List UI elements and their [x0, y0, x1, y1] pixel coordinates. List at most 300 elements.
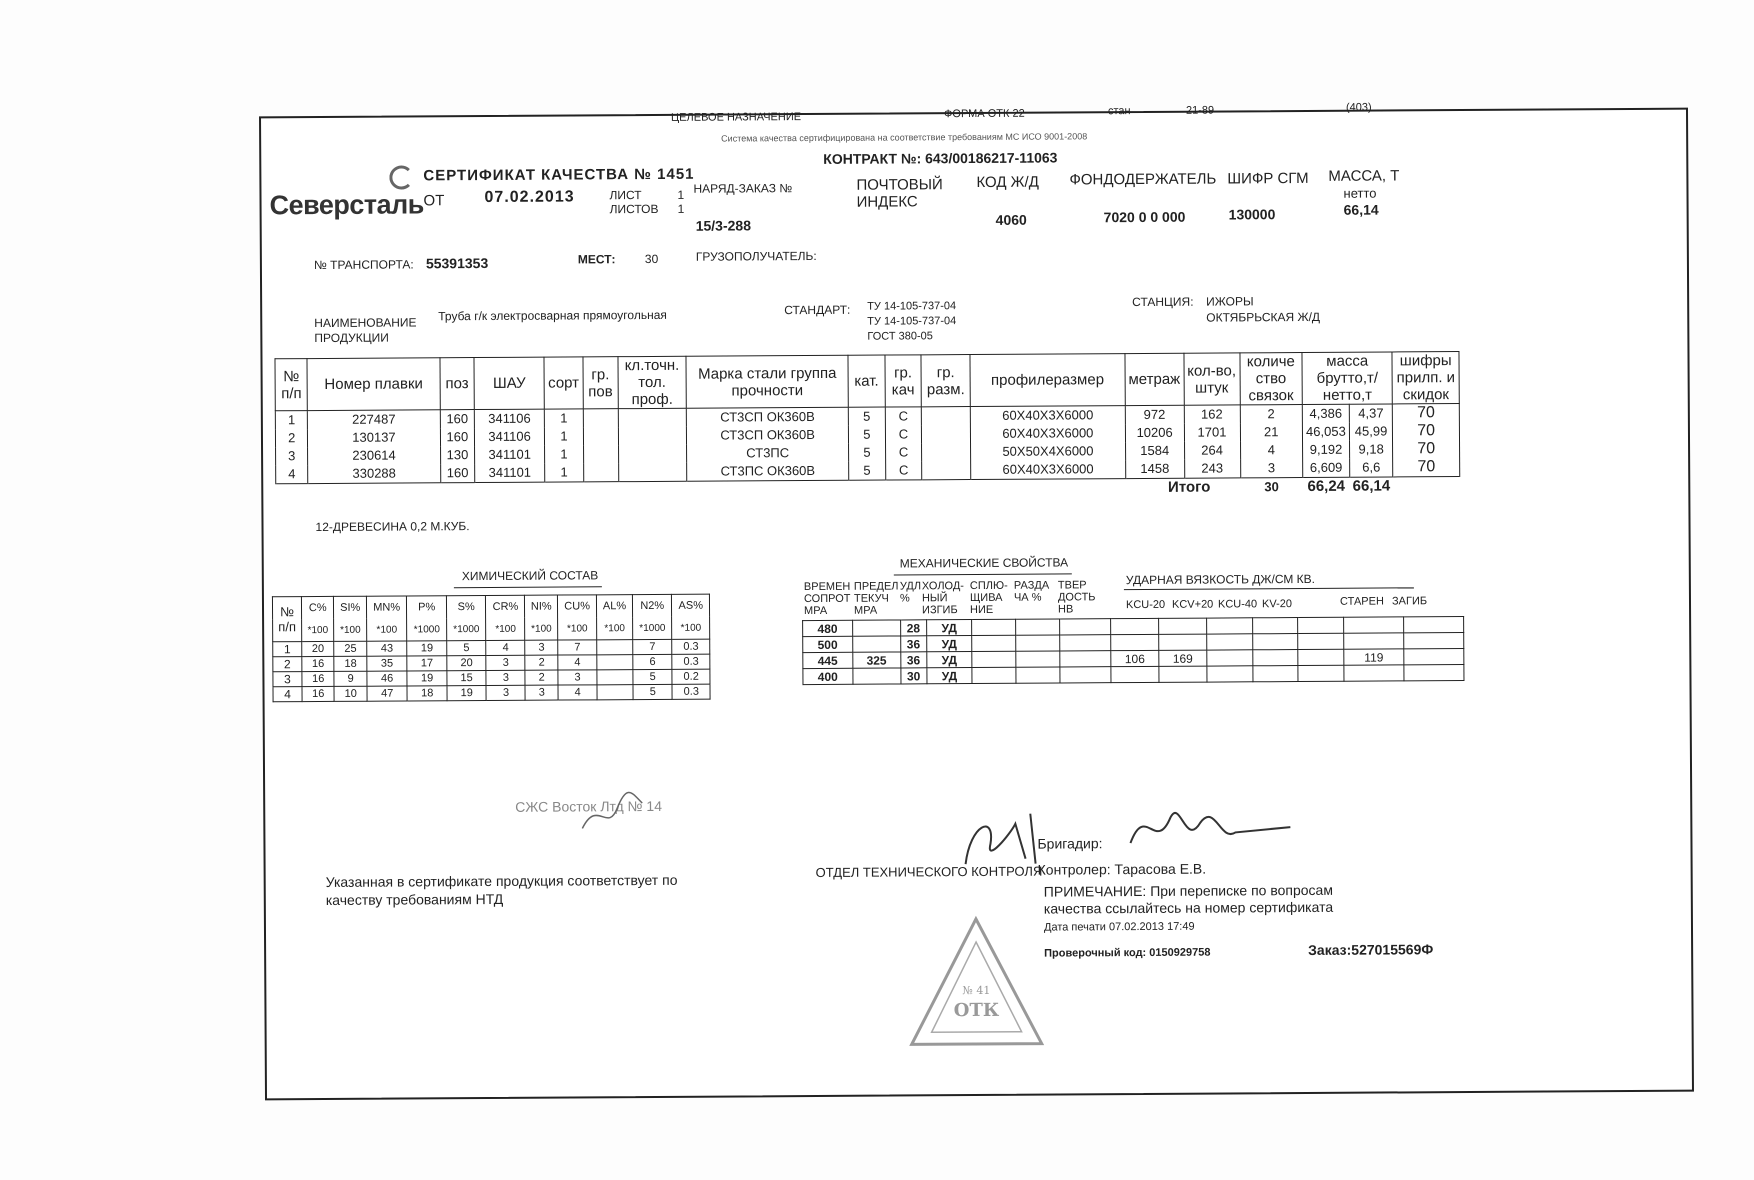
- mech-cell: [1252, 666, 1298, 682]
- mech-cell: [1298, 633, 1344, 649]
- col-profile: профилеразмер: [970, 354, 1125, 407]
- mech-title: МЕХАНИЧЕСКИЕ СВОЙСТВА: [899, 555, 1069, 571]
- mech-cell: [1060, 667, 1111, 683]
- mech-cell: 169: [1159, 650, 1207, 666]
- mech-cell: [1404, 665, 1464, 681]
- col-meters: метраж: [1125, 353, 1184, 405]
- cell-n: 3: [276, 447, 309, 465]
- standard-label: СТАНДАРТ:: [784, 302, 851, 318]
- cell-qual: С: [885, 407, 922, 426]
- product-value: Труба г/к электросварная прямоугольная: [438, 307, 667, 324]
- logo-icon: [389, 165, 413, 189]
- sheet-label: ЛИСТ: [609, 188, 642, 203]
- mech-cell: 36: [900, 652, 926, 668]
- col-pos: поз: [440, 358, 475, 410]
- mech-cell: [1060, 619, 1111, 635]
- chem-cell: [597, 685, 633, 700]
- col-melt: Номер плавки: [307, 358, 439, 411]
- chem-col-al: AL%: [597, 595, 633, 618]
- cell-empty: [618, 427, 687, 445]
- mech-h1: ВРЕМЕН СОПРОТ МРА: [803, 580, 851, 618]
- mech-title-underline: [894, 573, 1072, 575]
- mech-cell: УД: [926, 636, 972, 652]
- chem-cell: 3: [273, 672, 302, 687]
- col-accuracy: кл.точн. тол. проф.: [618, 356, 687, 408]
- chem-cell: 2: [525, 655, 558, 670]
- cell-meters: 1458: [1125, 460, 1184, 479]
- chem-cell: [597, 655, 633, 670]
- col-cat: кат.: [848, 355, 885, 407]
- mech-cell: [1252, 618, 1298, 634]
- mech-cell: [1252, 634, 1298, 650]
- chem-table: [272, 594, 711, 703]
- chem-mult: *100: [672, 617, 710, 640]
- mass-label: МАССА, Т: [1328, 167, 1400, 185]
- mech-cell: 119: [1344, 649, 1404, 665]
- station-label: СТАНЦИЯ:: [1132, 294, 1194, 310]
- chem-cell: 4: [558, 655, 597, 670]
- mech-cell: [1111, 666, 1159, 682]
- mech-cell: [1298, 665, 1344, 681]
- chem-cell: 7: [633, 639, 673, 654]
- product-table-header: [275, 352, 1459, 411]
- chem-cell: 16: [302, 656, 335, 671]
- places-value: 30: [644, 251, 659, 267]
- transport-label: № ТРАНСПОРТА:: [313, 257, 414, 273]
- cell-shau: 341106: [475, 409, 545, 428]
- rail-label: КОД Ж/Д: [976, 173, 1039, 191]
- chem-mult: *1000: [633, 617, 673, 640]
- cell-n: 1: [275, 411, 308, 430]
- rail-value: 4060: [995, 211, 1027, 228]
- chem-cell: 4: [486, 640, 525, 655]
- date-value: 07.02.2013: [484, 188, 575, 206]
- col-surface: гр. пов: [583, 357, 618, 409]
- cell-empty: [922, 461, 971, 480]
- iso-note: Система качества сертифицирована на соответствие требованиям МС ИСО 9001-2008: [721, 131, 1088, 144]
- date-label: ОТ: [423, 192, 445, 210]
- cell-shau: 341101: [475, 446, 545, 464]
- mech-cell: [1252, 650, 1298, 666]
- chem-cell: 0.3: [672, 639, 710, 654]
- chem-mult: *100: [367, 618, 408, 641]
- mech-cell: 325: [853, 652, 901, 668]
- cert-title: СЕРТИФИКАТ КАЧЕСТВА № 1451: [423, 165, 695, 185]
- chem-title-underline: [454, 586, 602, 588]
- cell-sort: 1: [544, 409, 583, 428]
- cell-empty: [583, 409, 618, 428]
- mech-cell: [1207, 634, 1253, 650]
- otk-department: ОТДЕЛ ТЕХНИЧЕСКОГО КОНТРОЛЯ: [815, 863, 1043, 880]
- col-mass: масса брутто,т/нетто,т: [1302, 352, 1393, 405]
- sheets-value: 1: [677, 201, 685, 216]
- mech-cell: 36: [900, 636, 926, 652]
- chem-cell: 2: [273, 657, 302, 672]
- cell-pos: 130: [440, 446, 475, 464]
- cell-meters: 1584: [1125, 442, 1184, 460]
- mech-cell: [852, 636, 900, 652]
- total-bundles: 30: [1264, 479, 1279, 495]
- mech-cell: [1344, 665, 1404, 681]
- chem-mult: *1000: [447, 618, 487, 641]
- cell-code: 70: [1393, 404, 1460, 423]
- chem-cell: 0.2: [672, 669, 710, 684]
- cell-code: 70: [1393, 440, 1460, 458]
- chem-cell: 16: [302, 686, 335, 701]
- chem-mult: *100: [558, 617, 597, 640]
- mech-cell: [1016, 651, 1060, 667]
- chem-multiplier-row: [273, 617, 710, 642]
- cell-gross: 9,192: [1303, 441, 1350, 459]
- col-size-group: гр. разм.: [921, 355, 970, 407]
- cell-empty: [583, 427, 618, 445]
- chem-cell: 3: [486, 685, 525, 700]
- chem-cell: 3: [558, 670, 597, 685]
- chem-cell: 1: [273, 642, 302, 657]
- cell-melt: 330288: [308, 464, 440, 483]
- quality-note: ПРИМЕЧАНИЕ: При переписке по вопросам качества ссылайтесь на номер сертификата: [1043, 881, 1334, 917]
- total-net: 66,14: [1352, 477, 1391, 495]
- cell-qual: С: [885, 425, 922, 443]
- chem-cell: 19: [407, 641, 447, 656]
- impact-underline: [1124, 587, 1414, 590]
- chem-cell: 17: [407, 656, 447, 671]
- chem-cell: 5: [447, 640, 487, 655]
- mill-label: стан: [1107, 105, 1131, 118]
- chem-cell: 3: [486, 655, 525, 670]
- standard-3: ГОСТ 380-05: [867, 330, 933, 343]
- mech-cell: [1159, 634, 1207, 650]
- cell-melt: 230614: [308, 446, 440, 465]
- mech-cell: [1404, 617, 1464, 633]
- sgm-value: 130000: [1228, 206, 1276, 223]
- chem-col-s: S%: [446, 595, 486, 618]
- chem-cell: 18: [407, 686, 447, 701]
- chem-col-si: SI%: [334, 596, 367, 619]
- mech-h7: ТВЕР ДОСТЬ НВ: [1057, 579, 1096, 616]
- aging-label: СТАРЕН: [1339, 595, 1384, 608]
- mech-cell: [852, 620, 900, 636]
- places-label: МЕСТ:: [577, 252, 616, 267]
- mech-h6: РАЗДА ЧА %: [1013, 579, 1050, 604]
- chem-cell: 18: [334, 656, 367, 671]
- cell-pos: 160: [440, 428, 475, 446]
- cell-qty: 1701: [1184, 423, 1240, 441]
- cell-meters: 972: [1125, 405, 1184, 424]
- chem-cell: 4: [558, 685, 597, 700]
- postal-label: ПОЧТОВЫЙ ИНДЕКС: [856, 176, 943, 211]
- mech-cell: [853, 668, 901, 684]
- cell-qty: 162: [1184, 405, 1240, 424]
- col-steel: Марка стали группа прочности: [686, 355, 848, 408]
- chem-row: [273, 684, 710, 702]
- sgm-label: ШИФР СГМ: [1227, 169, 1309, 188]
- mech-cell: 500: [803, 636, 853, 652]
- svg-text:№ 41: № 41: [962, 983, 991, 998]
- certificate-sheet: [259, 101, 1694, 1101]
- cell-bundles: 4: [1240, 441, 1303, 459]
- form-label: ФОРМА ОТК 22: [943, 107, 1025, 121]
- mech-h4: ХОЛОД-НЫЙ ИЗГИБ: [921, 580, 964, 617]
- mech-cell: [1060, 651, 1111, 667]
- chem-cell: 19: [407, 671, 447, 686]
- mech-cell: [1016, 635, 1060, 651]
- chem-mult: *100: [334, 619, 367, 642]
- chem-col-ni: NI%: [525, 595, 558, 618]
- chem-cell: 15: [447, 670, 487, 685]
- cell-shau: 341101: [475, 464, 545, 483]
- controller-label: Контролер: Тарасова Е.В.: [1037, 860, 1207, 878]
- cell-shau: 341106: [475, 428, 545, 446]
- mech-cell: [972, 619, 1016, 635]
- signature-brigadier: [1125, 792, 1295, 863]
- cell-gross: 6,609: [1303, 459, 1350, 478]
- cell-cat: 5: [849, 444, 886, 462]
- cell-code: 70: [1393, 458, 1460, 477]
- cell-net: 6,6: [1349, 458, 1393, 477]
- cell-empty: [583, 445, 618, 463]
- cell-bundles: 21: [1240, 423, 1303, 441]
- mech-cell: [1016, 667, 1060, 683]
- chem-cell: 25: [334, 641, 367, 656]
- total-gross: 66,24: [1307, 477, 1346, 495]
- mech-cell: [1207, 666, 1253, 682]
- cell-pos: 160: [440, 464, 475, 483]
- product-label: НАИМЕНОВАНИЕ ПРОДУКЦИИ: [314, 315, 417, 346]
- cell-steel: СТ3ПС ОК360В: [687, 462, 849, 481]
- cell-sort: 1: [545, 463, 584, 482]
- cell-bundles: 3: [1240, 459, 1303, 478]
- chem-cell: [597, 670, 633, 685]
- impact-kcu20: KCU-20: [1125, 598, 1166, 612]
- chem-cell: 35: [367, 656, 408, 671]
- cell-qual: С: [885, 443, 922, 461]
- cell-empty: [922, 425, 971, 443]
- standard-2: ТУ 14-105-737-04: [867, 315, 957, 328]
- mass-value: 66,14: [1343, 201, 1379, 218]
- cell-n: 2: [275, 429, 308, 447]
- chem-mult: *100: [525, 618, 558, 641]
- chem-mult: *100: [302, 619, 335, 642]
- chem-cell: 3: [525, 685, 558, 700]
- wood-note: 12-ДРЕВЕСИНА 0,2 М.КУБ.: [315, 519, 470, 535]
- mech-cell: 30: [901, 668, 927, 684]
- mill-value: 21-89: [1185, 104, 1215, 117]
- chem-col-cr: CR%: [486, 595, 525, 618]
- impact-kcv20: KCV+20: [1171, 598, 1214, 611]
- conformity-text: Указанная в сертификате продукция соответствует по качеству требованиям НТД: [325, 871, 678, 908]
- chem-cell: 5: [633, 684, 673, 699]
- chem-cell: 2: [525, 670, 558, 685]
- mech-h5: СПЛЮ-ЩИВА НИЕ: [969, 579, 1008, 617]
- cell-cat: 5: [848, 426, 885, 444]
- cell-profile: 50Х50Х4Х6000: [971, 442, 1126, 461]
- chem-col-p: P%: [407, 596, 447, 619]
- product-table: [274, 351, 1460, 502]
- consignee-label: ГРУЗОПОЛУЧАТЕЛЬ:: [695, 248, 817, 264]
- standard-1: ТУ 14-105-737-04: [867, 300, 957, 313]
- order-code: Заказ:527015569Ф: [1308, 941, 1434, 958]
- cell-melt: 227487: [308, 410, 440, 429]
- chem-cell: 43: [367, 641, 408, 656]
- chem-col-n2: N2%: [632, 594, 672, 617]
- order-value: 15/3-288: [695, 217, 752, 234]
- col-number: № п/п: [275, 359, 308, 411]
- cell-steel: СТ3ПС: [687, 444, 849, 463]
- col-sort: сорт: [544, 357, 583, 409]
- mech-h2: ПРЕДЕЛ ТЕКУЧ МРА: [853, 580, 899, 617]
- station-1: ИЖОРЫ: [1206, 294, 1254, 309]
- cell-empty: [922, 443, 971, 461]
- otk-stamp-icon: [906, 914, 1047, 1055]
- contract: КОНТРАКТ №: 643/00186217-11063: [823, 149, 1058, 167]
- holder-label: ФОНДОДЕРЖАТЕЛЬ: [1069, 170, 1217, 189]
- chem-cell: 0.3: [672, 684, 710, 699]
- chem-col-c: C%: [301, 596, 334, 619]
- col-quality: гр. кач: [885, 355, 922, 407]
- mech-cell: [1343, 617, 1403, 633]
- cell-gross: 4,386: [1302, 404, 1349, 423]
- cell-sort: 1: [544, 427, 583, 445]
- cell-cat: 5: [849, 462, 886, 481]
- cell-steel: СТ3СП ОК360В: [687, 407, 849, 426]
- chem-cell: 9: [334, 671, 367, 686]
- cell-code: 70: [1393, 422, 1460, 440]
- mech-cell: 480: [803, 620, 853, 636]
- cell-empty: [618, 463, 687, 482]
- impact-title: УДАРНАЯ ВЯЗКОСТЬ ДЖ/СМ КВ.: [1125, 571, 1316, 588]
- cell-profile: 60Х40Х3Х6000: [970, 424, 1125, 443]
- chem-mult: *100: [597, 617, 633, 640]
- cell-empty: [618, 445, 687, 463]
- mech-cell: [1207, 650, 1253, 666]
- col-shau: ШАУ: [474, 357, 544, 409]
- chem-cell: 7: [558, 640, 597, 655]
- mech-table: [802, 616, 1464, 685]
- chem-col-as: AS%: [672, 594, 710, 617]
- mech-cell: [972, 635, 1016, 651]
- mech-cell: [1111, 618, 1159, 634]
- sgs-stamp-text: СЖС Восток Лтд № 14: [515, 797, 663, 815]
- cell-gross: 46,053: [1302, 423, 1349, 441]
- mech-cell: 28: [900, 620, 926, 636]
- mass-sub: нетто: [1343, 185, 1377, 201]
- mech-cell: [1404, 633, 1464, 649]
- cell-empty: [922, 407, 971, 426]
- chem-cell: 6: [633, 654, 673, 669]
- mech-cell: [1298, 649, 1344, 665]
- severstal-logo: Северсталь: [269, 189, 424, 221]
- chem-cell: [597, 640, 633, 655]
- mech-cell: [972, 667, 1016, 683]
- total-label: Итого: [1167, 478, 1211, 496]
- chem-mult: *1000: [407, 618, 447, 641]
- chem-cell: 4: [273, 687, 302, 702]
- mech-cell: [1404, 649, 1464, 665]
- cell-steel: СТ3СП ОК360В: [687, 426, 849, 445]
- chem-cell: 20: [447, 655, 487, 670]
- impact-kcu40: KCU-40: [1217, 598, 1258, 611]
- signature-sgs: [577, 788, 647, 838]
- chem-col-mn: MN%: [366, 596, 407, 619]
- mech-cell: [1060, 635, 1111, 651]
- mech-cell: [1159, 666, 1207, 682]
- cell-qty: 264: [1184, 441, 1240, 459]
- mech-h3: УДЛ %: [899, 580, 922, 605]
- cell-meters: 10206: [1125, 424, 1184, 442]
- mech-cell: УД: [927, 668, 973, 684]
- cell-cat: 5: [848, 407, 885, 426]
- mech-cell: [1207, 618, 1253, 634]
- cell-profile: 60Х40Х3Х6000: [971, 460, 1126, 479]
- cell-qual: С: [885, 461, 922, 480]
- mech-cell: 106: [1111, 650, 1159, 666]
- chem-cell: 0.3: [672, 654, 710, 669]
- col-qty: кол-во, штук: [1184, 353, 1240, 405]
- check-code: Проверочный код: 0150929758: [1044, 946, 1211, 960]
- bend-label: ЗАГИБ: [1391, 595, 1428, 608]
- mech-cell: [1111, 634, 1159, 650]
- transport-value: 55391353: [425, 254, 489, 272]
- cell-bundles: 2: [1240, 405, 1303, 424]
- impact-kv20: KV-20: [1261, 598, 1293, 611]
- cell-profile: 60Х40Х3Х6000: [970, 406, 1125, 425]
- cell-qty: 243: [1184, 459, 1240, 478]
- chem-cell: 3: [486, 670, 525, 685]
- chem-col-number: № п/п: [272, 597, 301, 642]
- cell-net: 4,37: [1349, 404, 1393, 423]
- chem-mult: *100: [486, 618, 525, 641]
- mech-cell: 400: [803, 668, 853, 684]
- sheet-value: 1: [677, 187, 685, 202]
- purpose-label: ЦЕЛЕВОЕ НАЗНАЧЕНИЕ: [670, 111, 802, 124]
- mech-cell: [1344, 633, 1404, 649]
- cell-net: 45,99: [1349, 422, 1393, 440]
- print-date: Дата печати 07.02.2013 17:49: [1043, 920, 1195, 934]
- chem-header-row: [272, 594, 709, 619]
- mech-cell: [1159, 618, 1207, 634]
- mech-cell: УД: [926, 652, 972, 668]
- cell-net: 9,18: [1349, 440, 1393, 458]
- chem-cell: 46: [367, 671, 408, 686]
- order-label: НАРЯД-ЗАКАЗ №: [693, 181, 793, 196]
- chem-cell: 10: [334, 686, 367, 701]
- mech-cell: [1016, 619, 1060, 635]
- holder-value: 7020 0 0 000: [1103, 208, 1186, 226]
- chem-cell: 16: [302, 671, 335, 686]
- chem-cell: 19: [447, 685, 487, 700]
- sheets-label: ЛИСТОВ: [609, 201, 659, 217]
- mech-cell: УД: [926, 620, 972, 636]
- form-code: (403): [1345, 101, 1372, 114]
- cell-sort: 1: [545, 445, 584, 463]
- station-2: ОКТЯБРЬСКАЯ Ж/Д: [1206, 309, 1321, 325]
- chem-cell: 3: [525, 640, 558, 655]
- cell-empty: [584, 463, 619, 482]
- cell-empty: [618, 408, 687, 427]
- brigadier-label: Бригадир:: [1037, 835, 1103, 852]
- cell-pos: 160: [440, 410, 475, 429]
- cell-n: 4: [276, 465, 309, 484]
- chem-cell: 20: [302, 641, 335, 656]
- chem-cell: 47: [367, 686, 408, 701]
- mech-row: [803, 665, 1464, 685]
- col-bundles: количе ство связок: [1240, 353, 1303, 405]
- chem-col-cu: CU%: [558, 595, 597, 618]
- mech-cell: [972, 651, 1016, 667]
- mech-cell: 445: [803, 652, 853, 668]
- chem-title: ХИМИЧЕСКИЙ СОСТАВ: [461, 568, 599, 584]
